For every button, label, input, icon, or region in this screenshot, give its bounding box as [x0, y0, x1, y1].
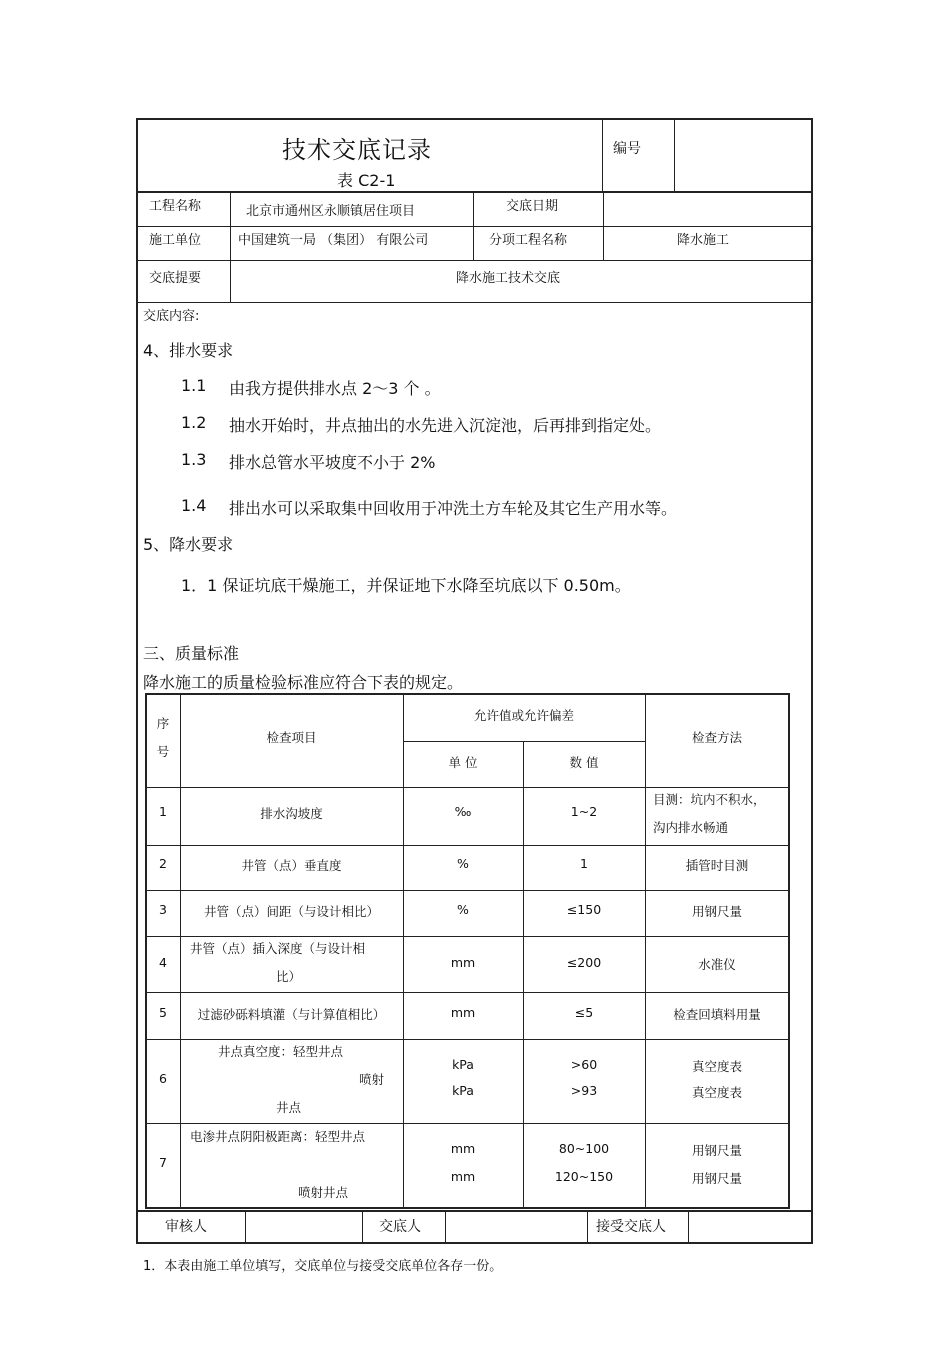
content-label: 交底内容: — [143, 309, 200, 324]
row-2-method: 插管时目测 — [685, 858, 749, 873]
row-5-no: 5 — [159, 1005, 167, 1020]
row-7-item-2: 喷射井点 — [298, 1185, 349, 1200]
section-3-title: 三、质量标准 — [143, 644, 240, 663]
section-4-title: 4、排水要求 — [143, 341, 234, 360]
header-method: 检查方法 — [691, 730, 742, 745]
sec4-item-4-text: 排出水可以采取集中回收用于冲洗土方车轮及其它生产用水等。 — [229, 499, 678, 518]
row-1-unit: ‰ — [454, 804, 472, 819]
row-2-unit: % — [457, 856, 469, 871]
subproject-label: 分项工程名称 — [489, 233, 568, 248]
sec4-item-3-no: 1.3 — [181, 450, 207, 469]
row-1-method-2: 沟内排水畅通 — [653, 820, 729, 835]
row-1-item: 排水沟坡度 — [260, 806, 323, 821]
sec4-item-3-text: 排水总管水平坡度不小于 2% — [229, 453, 436, 472]
row-5-unit: mm — [450, 1005, 476, 1020]
row-1-method-1: 目测：坑内不积水， — [653, 792, 766, 807]
sec4-item-2-no: 1.2 — [181, 413, 207, 432]
row-2-value: 1 — [580, 856, 588, 871]
header-seq-1: 序 — [156, 716, 170, 731]
row-6-item-3: 井点 — [276, 1100, 302, 1115]
row-3-method: 用钢尺量 — [691, 904, 742, 919]
row-6-item-2: 喷射 — [359, 1072, 385, 1087]
sec4-item-1-no: 1.1 — [181, 376, 207, 395]
header-item: 检查项目 — [266, 730, 317, 745]
form-number: 表 C2-1 — [337, 171, 396, 190]
row-6-unit-1: kPa — [452, 1057, 474, 1072]
contractor-value: 中国建筑一局 （集团） 有限公司 — [238, 233, 429, 248]
section-3-intro: 降水施工的质量检验标准应符合下表的规定。 — [143, 673, 464, 692]
row-6-method-1: 真空度表 — [691, 1059, 742, 1074]
page-title: 技术交底记录 — [282, 136, 432, 164]
sec5-item-1: 1．1 保证坑底干燥施工，并保证地下水降至坑底以下 0.50m。 — [181, 576, 631, 595]
discloser-label: 交底人 — [379, 1219, 421, 1235]
row-1-no: 1 — [159, 804, 167, 819]
contractor-label: 施工单位 — [149, 233, 202, 248]
project-name-label: 工程名称 — [149, 199, 202, 214]
row-3-no: 3 — [159, 902, 167, 917]
row-7-value-2: 120~150 — [554, 1169, 614, 1184]
row-3-value: ≤150 — [566, 902, 602, 917]
row-4-value: ≤200 — [566, 955, 602, 970]
row-1-value: 1~2 — [570, 804, 598, 819]
row-6-value-2: >93 — [570, 1083, 598, 1098]
row-5-value: ≤5 — [574, 1005, 594, 1020]
row-7-unit-1: mm — [450, 1141, 476, 1156]
receiver-label: 接受交底人 — [596, 1219, 666, 1235]
row-2-item: 井管（点）垂直度 — [241, 858, 342, 873]
row-7-method-2: 用钢尺量 — [691, 1171, 742, 1186]
sec4-item-1-text: 由我方提供排水点 2～3 个 。 — [229, 379, 441, 398]
date-label: 交底日期 — [506, 199, 559, 214]
header-allow: 允许值或允许偏差 — [473, 708, 574, 723]
row-6-item-1: 井点真空度：轻型井点 — [218, 1044, 344, 1059]
number-label: 编号 — [613, 141, 641, 157]
summary-value: 降水施工技术交底 — [456, 271, 561, 286]
row-7-no: 7 — [159, 1155, 167, 1170]
row-6-no: 6 — [159, 1071, 167, 1086]
row-4-item-2: 比） — [276, 969, 302, 984]
row-7-method-1: 用钢尺量 — [691, 1143, 742, 1158]
subproject-value: 降水施工 — [677, 233, 730, 248]
row-6-method-2: 真空度表 — [691, 1085, 742, 1100]
row-4-method: 水准仪 — [698, 957, 736, 972]
section-5-title: 5、降水要求 — [143, 535, 234, 554]
header-seq-2: 号 — [156, 744, 170, 759]
row-7-value-1: 80~100 — [558, 1141, 610, 1156]
footnote: 1．本表由施工单位填写，交底单位与接受交底单位各存一份。 — [143, 1259, 503, 1274]
row-5-item: 过滤砂砾料填灌（与计算值相比） — [197, 1007, 386, 1022]
row-6-value-1: >60 — [570, 1057, 598, 1072]
sec4-item-2-text: 抽水开始时，井点抽出的水先进入沉淀池，后再排到指定处。 — [229, 416, 662, 435]
summary-label: 交底提要 — [149, 271, 202, 286]
sec4-item-4-no: 1.4 — [181, 496, 207, 515]
row-7-item-1: 电渗井点阴阳极距离：轻型井点 — [190, 1129, 366, 1144]
row-4-item-1: 井管（点）插入深度（与设计相 — [190, 941, 366, 956]
header-value: 数 值 — [569, 755, 599, 770]
project-name-value: 北京市通州区永顺镇居住项目 — [246, 204, 416, 219]
row-6-unit-2: kPa — [452, 1083, 474, 1098]
row-4-no: 4 — [159, 955, 167, 970]
row-4-unit: mm — [450, 955, 476, 970]
header-unit: 单 位 — [448, 755, 478, 770]
row-7-unit-2: mm — [450, 1169, 476, 1184]
reviewer-label: 审核人 — [165, 1219, 207, 1235]
row-3-unit: % — [457, 902, 469, 917]
row-5-method: 检查回填料用量 — [673, 1007, 761, 1022]
row-3-item: 井管（点）间距（与设计相比） — [203, 904, 379, 919]
row-2-no: 2 — [159, 856, 167, 871]
